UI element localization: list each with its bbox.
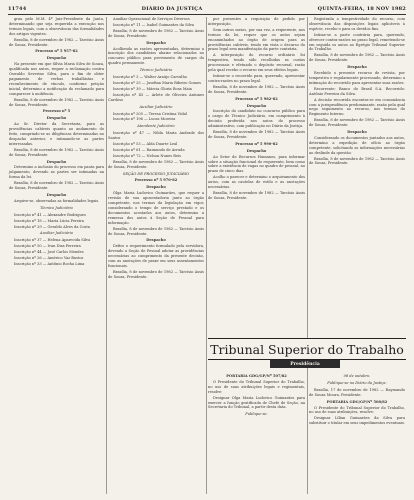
paragraph: Inscrição nº 47 — Nilda Maria Andrade dos Santos — [108, 131, 204, 141]
paragraph: Inscrição do candidato no concurso público para o cargo de Técnico Judiciário, em cumprimento à decisão proferida nos autos do processo administrativo, com publicação no Diário da Justiça. — [208, 109, 305, 129]
paragraph: Brasília, 8 de novembro de 1982 — Tarcísio Assis de Souza, Presidente. — [108, 269, 204, 279]
paragraph: Acolhendo as razões apresentadas, determino a inscrição dos candidatos abaixo relacionados no concurso público para provimento de cargos do quadro permanente. — [108, 46, 204, 66]
paragraph: Inscrição nº 205 — Teresa Cristina Vidal — [113, 111, 187, 116]
paragraph: Despacho — [146, 40, 166, 45]
paragraph: 08 de outubro. — [343, 374, 371, 378]
text-column-2 — [108, 17, 204, 281]
paragraph: Na presente em que Sílvia Maria Silva de Souza, qualificada nos autos, requer a reclamação contra Oswaldo Severino Silva, para o fim de obter pagamento de verbas trabalhistas e reconhecimento de vínculo, conforme petição inicial, determino a notificação do reclamado para comparecer à audiência. — [9, 62, 104, 96]
paragraph: grau pelo M.M. 4º Juiz-Presidente da Junta, determinando que seja requerida a execução nos termos legais, com a observância das formalidades dos artigos vigentes. — [9, 17, 104, 36]
paragraph: Brasília, 8 de novembro de 1982 — Tarcísio Assis de Souza, Presidente. — [108, 28, 204, 38]
paragraph: Brasília, 8 de novembro de 1982 — Tarcísio Assis de Souza, Presidente. — [309, 53, 405, 63]
column-divider — [206, 17, 207, 494]
paragraph: Inscrição nº 33 — Antônio Rocha Lima — [14, 261, 85, 266]
column-divider — [307, 17, 308, 494]
paragraph: Processo nº 5 990-82 — [235, 141, 278, 146]
paragraph: Brasília, 8 de novembro de 1982 — Tarcísio Assis de Souza, Presidente. — [108, 226, 204, 236]
paragraph: SEÇÃO DE PROCESSO JUDICIÁRIO — [122, 171, 190, 176]
paragraph: Determino a inclusão do processo em pauta para julgamento, devendo as partes ser intimadas na forma da lei. — [9, 165, 104, 180]
paragraph: Registrada a tempestividade do recurso, com observância das disposições legais aplicáveis à espécie, recebo-o para os devidos fins. — [309, 17, 405, 31]
paragraph: Inscrição nº 41 — Alexandre Rodrigues — [14, 212, 86, 217]
page-number: 11744 — [8, 5, 27, 12]
paragraph: Considerando os documentos juntados aos autos, determino a expedição de ofício ao órgão competente, solicitando as informações necessárias ao deslinde da questão. — [309, 135, 405, 155]
paragraph: Publique-se no Diário da Justiça. — [327, 380, 387, 385]
paragraph: Despacho — [347, 65, 367, 70]
paragraph: Inscrição nº 39 — Márcia Gloria Rosa Maia — [113, 86, 192, 91]
paragraph: Brasília, 8 de novembro de 1982 — Tarcísio Assis de Souza, Presidente. — [9, 181, 104, 191]
paragraph: Técnico Judiciário — [40, 205, 73, 210]
paragraph: Despacho — [146, 185, 166, 190]
paragraph: Processo nº 5 — [42, 109, 71, 114]
paragraph: por presentes a requisição de pedido por interposição. — [208, 17, 305, 26]
paragraph: PORTARIA GDG/GP/Nº 507/82 — [226, 374, 287, 378]
paragraph: Despacho — [46, 56, 67, 61]
paragraph: Inscrição nº 37 — Helena Aparecida Silva — [14, 238, 91, 243]
paragraph: Intime-se o recorrido para, querendo, apresentar contra-razões no prazo legal. — [208, 73, 305, 83]
text-column-3 — [208, 17, 305, 335]
paragraph: Arquive-se, observadas as formalidades legais. — [14, 198, 100, 203]
paragraph: Despacho — [46, 116, 67, 121]
paragraph: Recebido o presente recurso de revista, por tempestivo e regularmente processado, determino a intimação do recorrido para apresentar suas razões. — [309, 71, 405, 85]
paragraph: Auxiliar Judiciário — [40, 231, 73, 236]
paragraph: Olga Maria Ludovico Guimarães, que requer a revisão de sua aposentadoria junto ao órgão competente, nos termos da legislação em vigor, considerando o tempo de serviço prestado e os documentos acostados aos autos, determino a remessa dos autos à Seção de Pessoal para informação. — [108, 191, 204, 225]
paragraph: O Presidente do Tribunal Superior do Trabalho, no uso de suas atribuições, resolve: — [309, 405, 405, 415]
paragraph: Atendente Judiciário — [137, 124, 175, 129]
journal-name: DIÁRIO DA JUSTIÇA — [141, 5, 203, 12]
paragraph: Despacho — [246, 148, 267, 153]
text-column-4 — [309, 17, 405, 335]
paragraph: Designar Olga Maria Ludovico Guimarães para exercer a função gratificada de Chefe de Seção, na Secretaria do Tribunal, a partir desta data. — [208, 395, 305, 410]
paragraph: Inscrição nº 61 — Raimundo de Arruda — [113, 147, 185, 152]
paragraph: Inscrição nº 45 — Arlete de Oliveira Antunes Cardoso — [108, 92, 204, 102]
text-column-1 — [9, 17, 104, 268]
lower-text-column-2 — [309, 372, 405, 427]
header-rule — [8, 14, 406, 15]
paragraph: Auxiliar Judiciário — [139, 104, 173, 109]
paragraph: Inscrição nº 44 — José Carlos Mendes — [14, 250, 84, 255]
paragraph: Inscrição nº 26 — Américo Vaz Bastos — [14, 256, 84, 261]
paragraph: Sem outros meios, por sua vez, a requerente, nos termos da lei, requer que os autos sejam encaminhados ao órgão de origem para as providências cabíveis, tendo em vista o decurso do prazo legal sem manifestação da parte contrária. — [208, 27, 305, 52]
paragraph: A decisão recorrida encontra-se em consonância com a jurisprudência predominante, razão pela qual nego seguimento ao recurso, nos termos do Regimento Interno. — [309, 97, 405, 117]
paragraph: Recorrente: Banco do Brasil S.A. Recorrido: Antônio Ferreira da Silva. — [309, 86, 405, 96]
presidencia-label: Presidência — [270, 360, 340, 368]
issue-date: QUINTA-FEIRA, 18 NOV 1982 — [317, 5, 406, 12]
lower-text-column-1 — [208, 372, 305, 419]
paragraph: Ao Setor de Recursos Humanos, para informar sobre a situação funcional do requerente, bem como sobre a existência de vagas no quadro de pessoal, no prazo de cinco dias. — [208, 154, 305, 174]
paragraph: Despacho — [246, 103, 267, 108]
paragraph: Brasília, 8 de novembro de 1982 — Tarcísio Assis de Souza, Presidente. — [9, 147, 104, 157]
paragraph: PORTARIA GDG/GP/Nº 508/82 — [326, 399, 388, 404]
paragraph: Defiro o requerimento formulado pela servidora, devendo a Seção de Pessoal adotar as providências necessárias ao cumprimento da presente decisão, com as anotações de praxe em seus assentamentos funcionais. — [108, 244, 204, 268]
paragraph: Ao Sr. Diretor da Secretaria, para as providências cabíveis quanto ao andamento do feito, cumprindo-se as diligências determinadas no despacho anterior, e intimando-se as partes interessadas. — [9, 122, 104, 146]
paragraph: Inscrição nº 11 — Isabel Guimarães da Silva — [113, 22, 195, 27]
paragraph: Inscrição nº 50 — Ivan Dias Ferreira — [14, 244, 81, 249]
paragraph: Despacho — [46, 159, 67, 164]
page-header — [8, 4, 406, 13]
paragraph: Inscrição nº 29 — Geraldo Alves da Costa — [14, 224, 90, 229]
paragraph: Processo nº 5 970-82 — [134, 178, 178, 183]
paragraph: Inscrição nº 18 — Maria Lúcia Pereira — [14, 218, 84, 223]
paragraph: Intime-se a parte contrária para, querendo, oferecer contra-razões no prazo legal, remetendo-se em seguida os autos ao Egrégio Tribunal Superior do Trabalho. — [309, 32, 405, 52]
paragraph: Brasília, 8 de novembro de 1982 — Tarcísio Assis de Souza, Presidente. — [208, 84, 305, 94]
paragraph: Processo nº 5 982-82 — [235, 96, 278, 101]
paragraph: Inscrição nº 196 — Lucas Moreira — [113, 117, 176, 122]
paragraph: Acolho o parecer e determino o arquivamento dos autos, com as cautelas de estilo e as anotações necessárias. — [208, 175, 305, 190]
paragraph: Auxiliar Operacional de Serviços Diversos — [113, 17, 190, 21]
paragraph: Brasília, 8 de novembro de 1982 — Tarcísio Assis de Souza, Presidente. — [9, 37, 104, 47]
paragraph: Inscrição nº 72 — Nelson Nunes Reis — [113, 153, 182, 158]
paragraph: Despacho — [146, 238, 166, 243]
paragraph: Designar Lílian Guimarães da Silva para substituir o titular em seus impedimentos eventuais. — [309, 416, 405, 426]
paragraph: Técnico Judiciário — [139, 68, 173, 73]
paragraph: Inscrição nº 53 — Alda Duarte Leal — [113, 142, 178, 147]
paragraph: Publique-se. — [245, 412, 268, 417]
paragraph: Despacho — [46, 193, 67, 197]
paragraph: Despacho — [347, 130, 367, 135]
paragraph: Brasília, 17 de novembro de 1982 — Raymundo de Souza Moura, Presidente. — [309, 387, 405, 397]
column-divider — [106, 17, 107, 494]
paragraph: Inscrição nº 3 — Walter Araújo Carvalho — [113, 75, 187, 80]
tribunal-banner: Tribunal Superior do Trabalho — [208, 338, 406, 360]
paragraph: Brasília, 8 de novembro de 1982 — Tarcísio Assis de Souza, Presidente. — [9, 97, 104, 107]
paragraph: Brasília, 8 de novembro de 1982 — Tarcísio Assis de Souza, Presidente. — [108, 159, 204, 169]
paragraph: Brasília, 8 de novembro de 1982 — Tarcísio Assis de Souza, Presidente. — [309, 118, 405, 128]
paragraph: A interposição do recurso ordinário foi tempestiva, tendo sido recolhidas as custas processuais e efetuado o depósito recursal, razão pela qual recebo o recurso em seus efeitos legais. — [208, 53, 305, 73]
paragraph: Brasília, 8 de novembro de 1982 — Tarcísio Assis de Souza, Presidente. — [208, 191, 305, 200]
paragraph: Brasília, 8 de novembro de 1982 — Tarcísio Assis de Souza, Presidente. — [208, 130, 305, 139]
paragraph: Inscrição nº 25 — Josefina Maria Ribeiro Gomes — [113, 80, 201, 85]
paragraph: Brasília, 8 de novembro de 1982 — Tarcísio Assis de Souza, Presidente. — [309, 156, 405, 166]
paragraph: O Presidente do Tribunal Superior do Trabalho, no uso de suas atribuições legais e regimentais, resolve: — [208, 379, 305, 394]
paragraph: Processo nº 5 957-82 — [35, 49, 78, 54]
